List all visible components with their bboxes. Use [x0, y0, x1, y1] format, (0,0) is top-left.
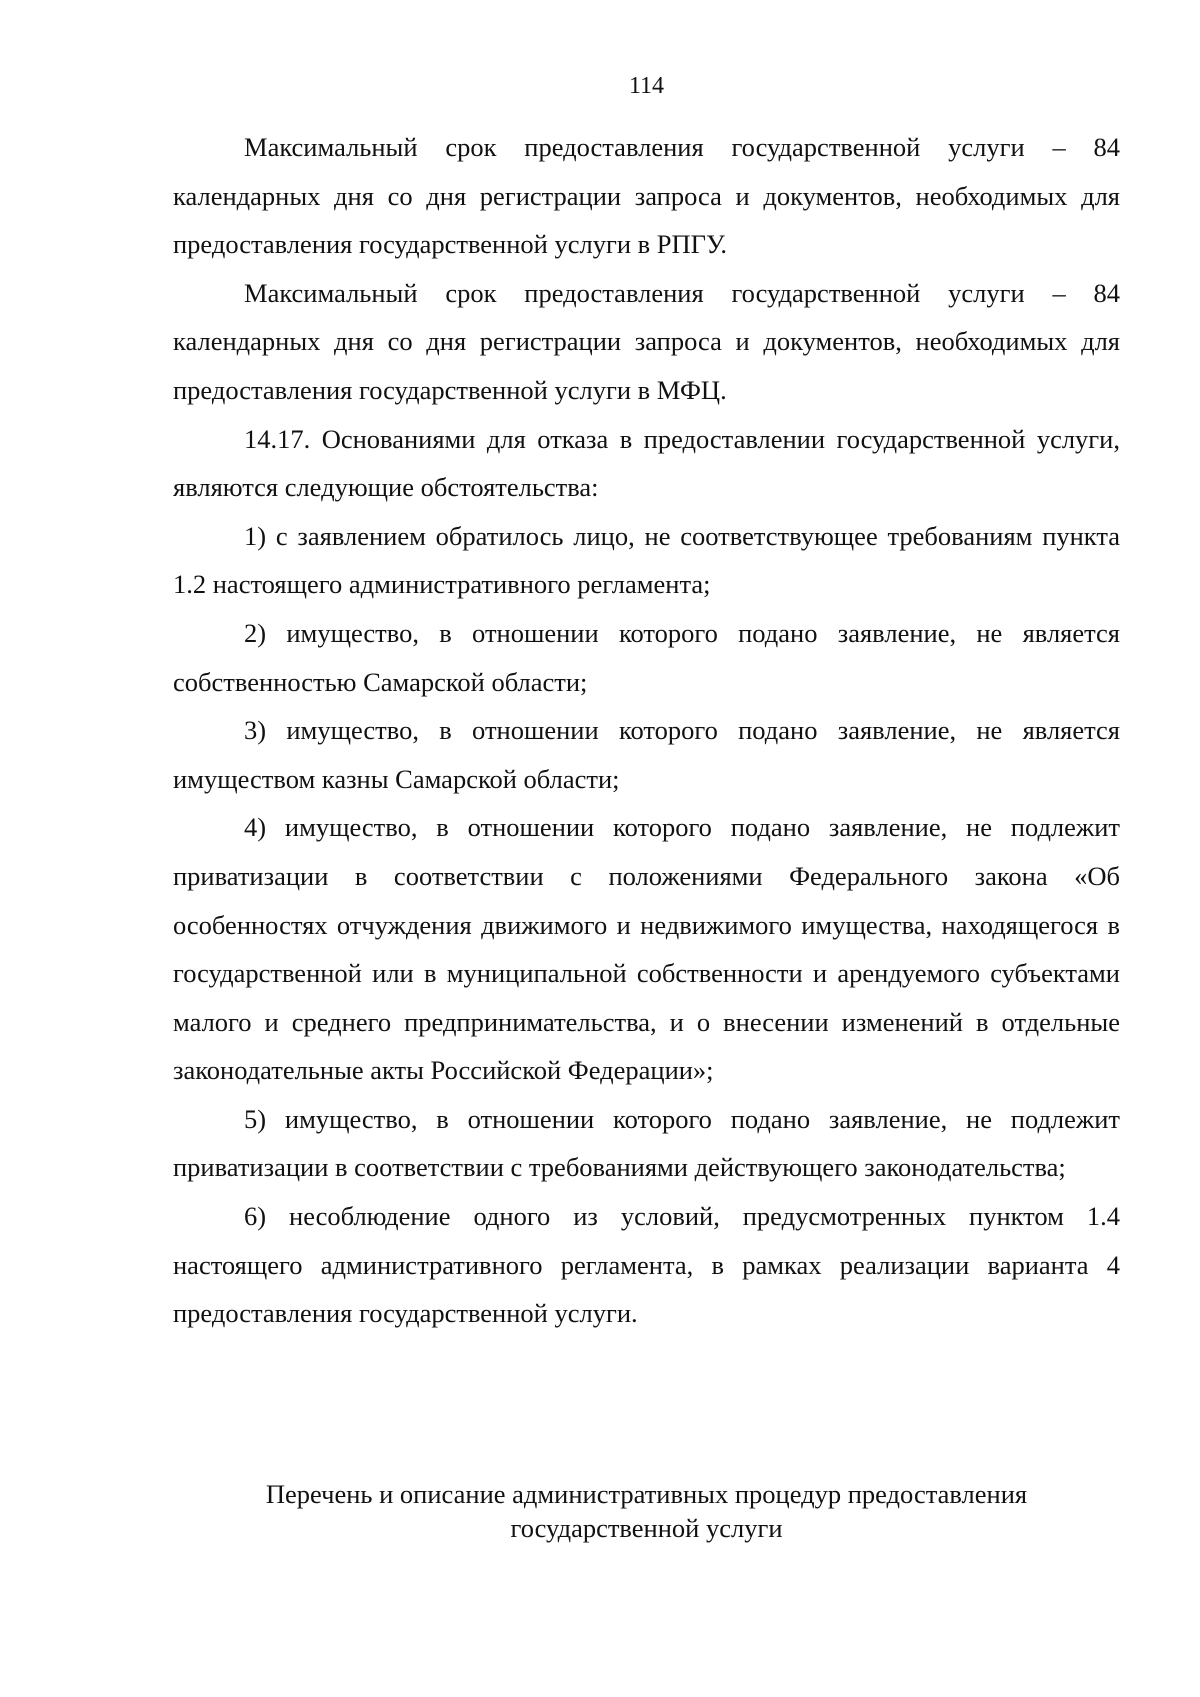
list-item-6: 6) несоблюдение одного из условий, предусмотренных пунктом 1.4 настоящего административного регламента, в рамках реализации варианта 4 предоставления государственной услуги.	[173, 1201, 1120, 1329]
list-item-5: 5) имущество, в отношении которого подано заявление, не подлежит приватизации в соответствии с требованиями действующего законодательства;	[173, 1103, 1120, 1183]
paragraph-rpgu-deadline: Максимальный срок предоставления государственной услуги – 84 календарных дня со дня регистрации запроса и документов, необходимых для предоставления государственной услуги в РПГУ.	[173, 132, 1120, 260]
section-heading-line-2: государственной услуги	[510, 1513, 783, 1543]
list-item-3: 3) имущество, в отношении которого подано заявление, не является имуществом казны Самарской области;	[173, 715, 1120, 794]
page-number: 114	[628, 73, 665, 99]
list-item-4: 4) имущество, в отношении которого подано заявление, не подлежит приватизации в соответствии с положениями Федерального закона «Об особенностях отчуждения движимого и недвижимого имущества, находящегося в государственной или в муниципальной собственности и арендуемого субъектами малого и среднего предпринимательства, и о внесении изменений в отдельные законодательные акты Российской Федерации»;	[173, 812, 1120, 1086]
section-heading	[173, 1477, 1120, 1545]
list-item-2: 2) имущество, в отношении которого подано заявление, не является собственностью Самарской области;	[173, 617, 1120, 697]
list-item-1: 1) с заявлением обратилось лицо, не соответствующее требованиям пункта 1.2 настоящего административного регламента;	[173, 520, 1120, 600]
body-text	[173, 123, 1120, 1338]
paragraph-refusal-grounds: 14.17. Основаниями для отказа в предоставлении государственной услуги, являются следующие обстоятельства:	[173, 423, 1120, 503]
paragraph-mfc-deadline: Максимальный срок предоставления государственной услуги – 84 календарных дня со дня регистрации запроса и документов, необходимых для предоставления государственной услуги в МФЦ.	[173, 277, 1120, 405]
section-heading-line-1: Перечень и описание административных процедур предоставления	[265, 1479, 1028, 1509]
